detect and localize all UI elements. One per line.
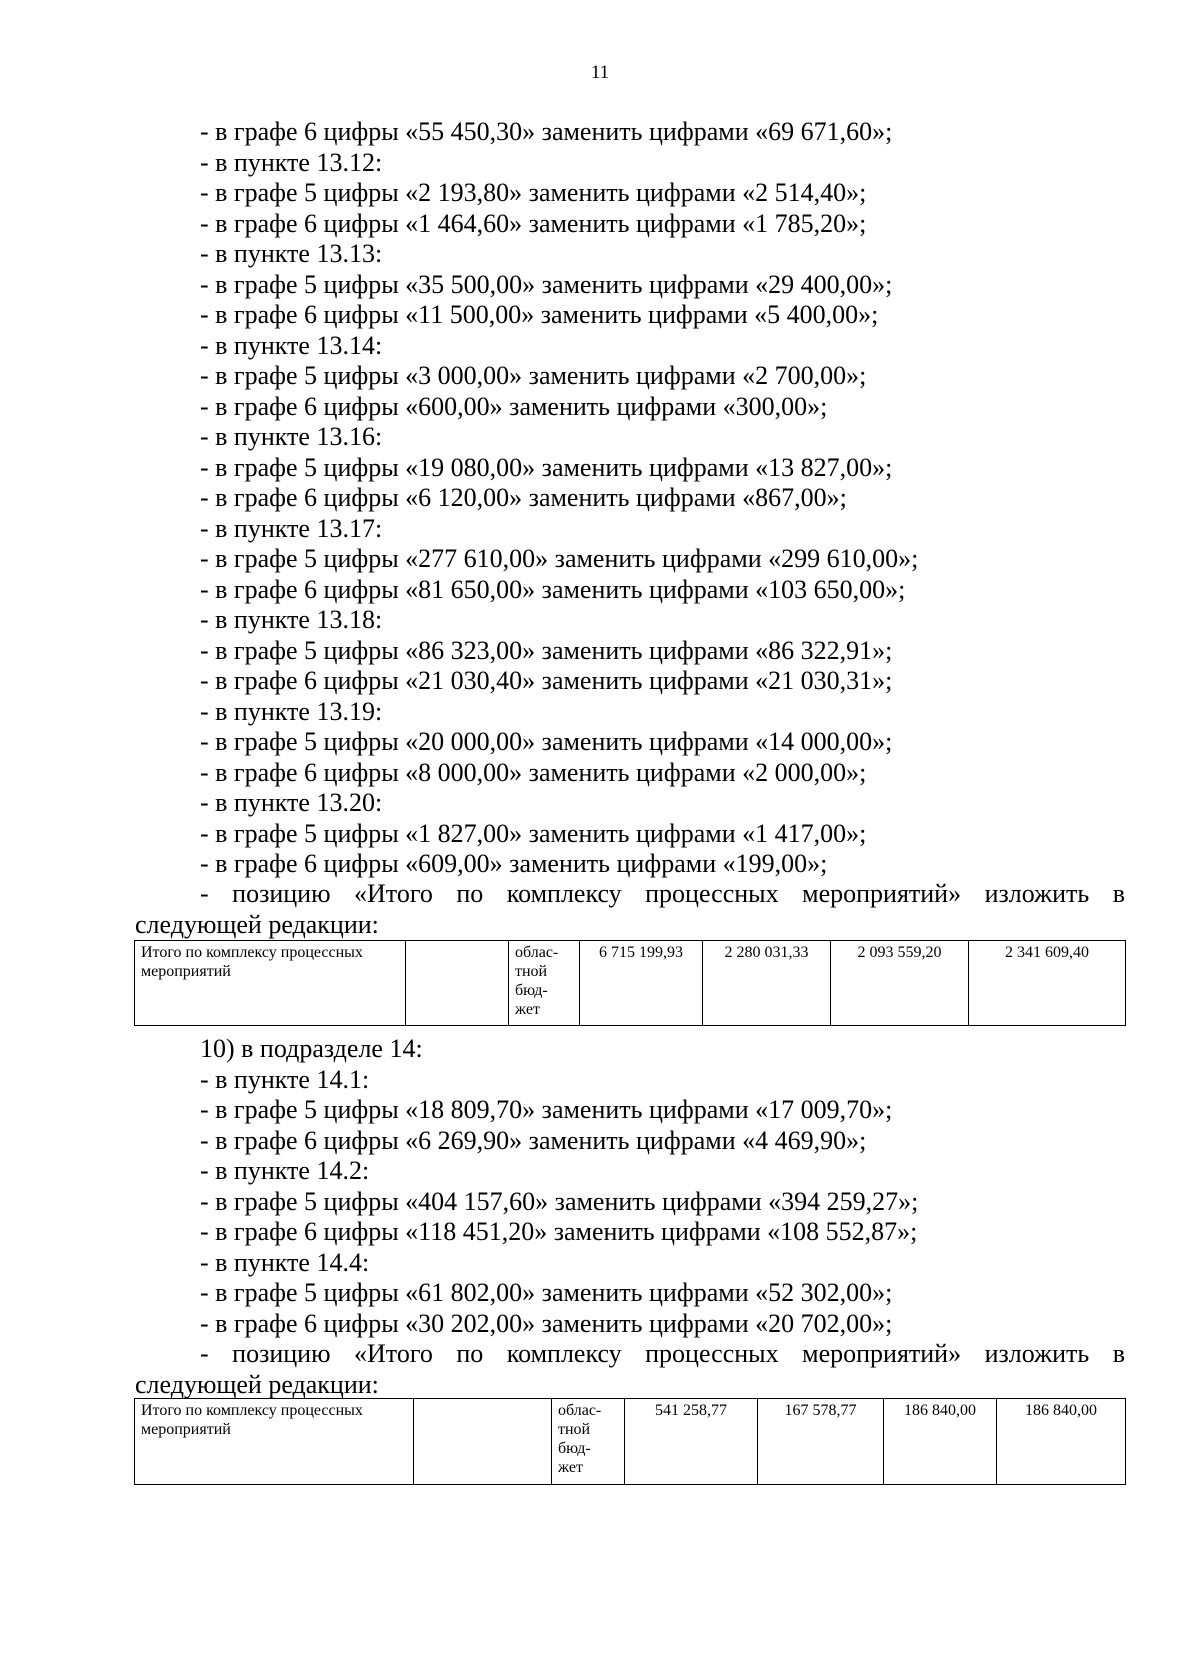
amendment-line: - в графе 6 цифры «6 269,90» заменить цифрами «4 469,90»; <box>200 1125 867 1155</box>
amendment-line: - в пункте 13.20: <box>200 788 383 817</box>
amendment-line: - в пункте 13.16: <box>200 422 383 451</box>
amendment-line: - в графе 5 цифры «20 000,00» заменить цифрами «14 000,00»; <box>200 727 893 756</box>
amendment-line: - в пункте 14.1: <box>200 1064 370 1094</box>
amendment-line: - в графе 5 цифры «19 080,00» заменить цифрами «13 827,00»; <box>200 452 893 482</box>
amendment-line: - в пункте 13.14: <box>200 330 383 360</box>
amendment-line: - в графе 5 цифры «86 323,00» заменить цифрами «86 322,91»; <box>200 635 893 665</box>
position-sentence-first-line: - позицию «Итого по комплексу процессных мероприятий» изложить в <box>200 879 1125 908</box>
amendment-line: - в графе 6 цифры «81 650,00» заменить цифрами «103 650,00»; <box>200 574 906 604</box>
amendment-line: - в графе 6 цифры «6 120,00» заменить цифрами «867,00»; <box>200 483 847 512</box>
table-row <box>135 941 1126 1026</box>
table-row <box>135 1399 1126 1485</box>
amendment-line: - в графе 6 цифры «609,00» заменить цифрами «199,00»; <box>200 849 828 878</box>
amendment-line: - в пункте 13.12: <box>200 147 383 177</box>
amendment-line: - в графе 5 цифры «35 500,00» заменить цифрами «29 400,00»; <box>200 269 893 299</box>
amendment-line: - в графе 6 цифры «30 202,00» заменить цифрами «20 702,00»; <box>200 1308 893 1338</box>
page-number: 11 <box>590 62 610 83</box>
value-cell: 186 840,00 <box>884 1399 997 1485</box>
empty-cell <box>414 1399 552 1485</box>
value-cell: 186 840,00 <box>997 1399 1126 1485</box>
amendment-line: - в графе 6 цифры «118 451,20» заменить цифрами «108 552,87»; <box>200 1217 918 1246</box>
row-label: Итого по комплексу процессных мероприятий <box>135 941 406 1026</box>
funding-source-line: бюд- <box>515 982 548 999</box>
amendment-line: - в пункте 14.4: <box>200 1247 370 1277</box>
amendment-line: - в пункте 13.19: <box>200 696 383 726</box>
funding-source-line: жет <box>515 1001 540 1018</box>
value-cell: 6 715 199,93 <box>580 941 703 1026</box>
row-label: Итого по комплексу процессных мероприятий <box>135 1399 414 1485</box>
funding-source-line: облас- <box>515 944 559 961</box>
value-cell: 2 093 559,20 <box>831 941 969 1026</box>
total-row-table-14 <box>134 1398 1126 1485</box>
amendment-line: - в графе 5 цифры «2 193,80» заменить цифрами «2 514,40»; <box>200 178 867 207</box>
amendment-line: - в графе 6 цифры «1 464,60» заменить цифрами «1 785,20»; <box>200 208 867 238</box>
section-heading: 10) в подразделе 14: <box>200 1034 423 1063</box>
amendment-line: - в графе 6 цифры «8 000,00» заменить цифрами «2 000,00»; <box>200 757 867 787</box>
funding-source-line: тной <box>558 1421 591 1438</box>
amendment-line: - в графе 5 цифры «18 809,70» заменить цифрами «17 009,70»; <box>200 1095 893 1124</box>
amendment-line: - в графе 5 цифры «1 827,00» заменить цифрами «1 417,00»; <box>200 818 867 848</box>
value-cell: 2 341 609,40 <box>969 941 1126 1026</box>
empty-cell <box>406 941 509 1026</box>
amendment-line: - в графе 5 цифры «3 000,00» заменить цифрами «2 700,00»; <box>200 361 867 390</box>
amendment-line: - в графе 5 цифры «277 610,00» заменить цифрами «299 610,00»; <box>200 544 919 573</box>
amendment-line: - в графе 5 цифры «404 157,60» заменить цифрами «394 259,27»; <box>200 1186 919 1216</box>
position-sentence-1 <box>135 879 1125 940</box>
amendment-line: - в пункте 14.2: <box>200 1156 370 1185</box>
amendment-line: - в графе 6 цифры «21 030,40» заменить цифрами «21 030,31»; <box>200 666 893 695</box>
value-cell: 2 280 031,33 <box>703 941 831 1026</box>
value-cell: 167 578,77 <box>758 1399 884 1485</box>
position-sentence-first-line: - позицию «Итого по комплексу процессных мероприятий» изложить в <box>200 1339 1125 1368</box>
funding-source <box>509 941 580 1026</box>
position-sentence-second-line: следующей редакции: <box>135 1369 379 1399</box>
value-cell: 541 258,77 <box>625 1399 758 1485</box>
amendment-line: - в графе 6 цифры «11 500,00» заменить цифрами «5 400,00»; <box>200 300 879 329</box>
amendment-line: - в пункте 13.13: <box>200 239 383 268</box>
amendments-block-13 <box>200 117 1190 880</box>
amendment-line: - в графе 5 цифры «61 802,00» заменить цифрами «52 302,00»; <box>200 1278 893 1307</box>
funding-source-line: облас- <box>558 1402 602 1419</box>
total-row-table-13 <box>134 940 1126 1026</box>
funding-source-line: бюд- <box>558 1440 591 1457</box>
amendment-line: - в графе 6 цифры «600,00» заменить цифрами «300,00»; <box>200 391 828 421</box>
funding-source-line: жет <box>558 1459 583 1476</box>
amendment-line: - в пункте 13.17: <box>200 513 383 543</box>
position-sentence-2 <box>135 1339 1125 1400</box>
position-sentence-second-line: следующей редакции: <box>135 909 379 939</box>
funding-source-line: тной <box>515 963 548 980</box>
funding-source <box>552 1399 625 1485</box>
amendment-line: - в графе 6 цифры «55 450,30» заменить цифрами «69 671,60»; <box>200 117 893 146</box>
amendment-line: - в пункте 13.18: <box>200 605 383 634</box>
amendments-block-14 <box>200 1034 1190 1339</box>
